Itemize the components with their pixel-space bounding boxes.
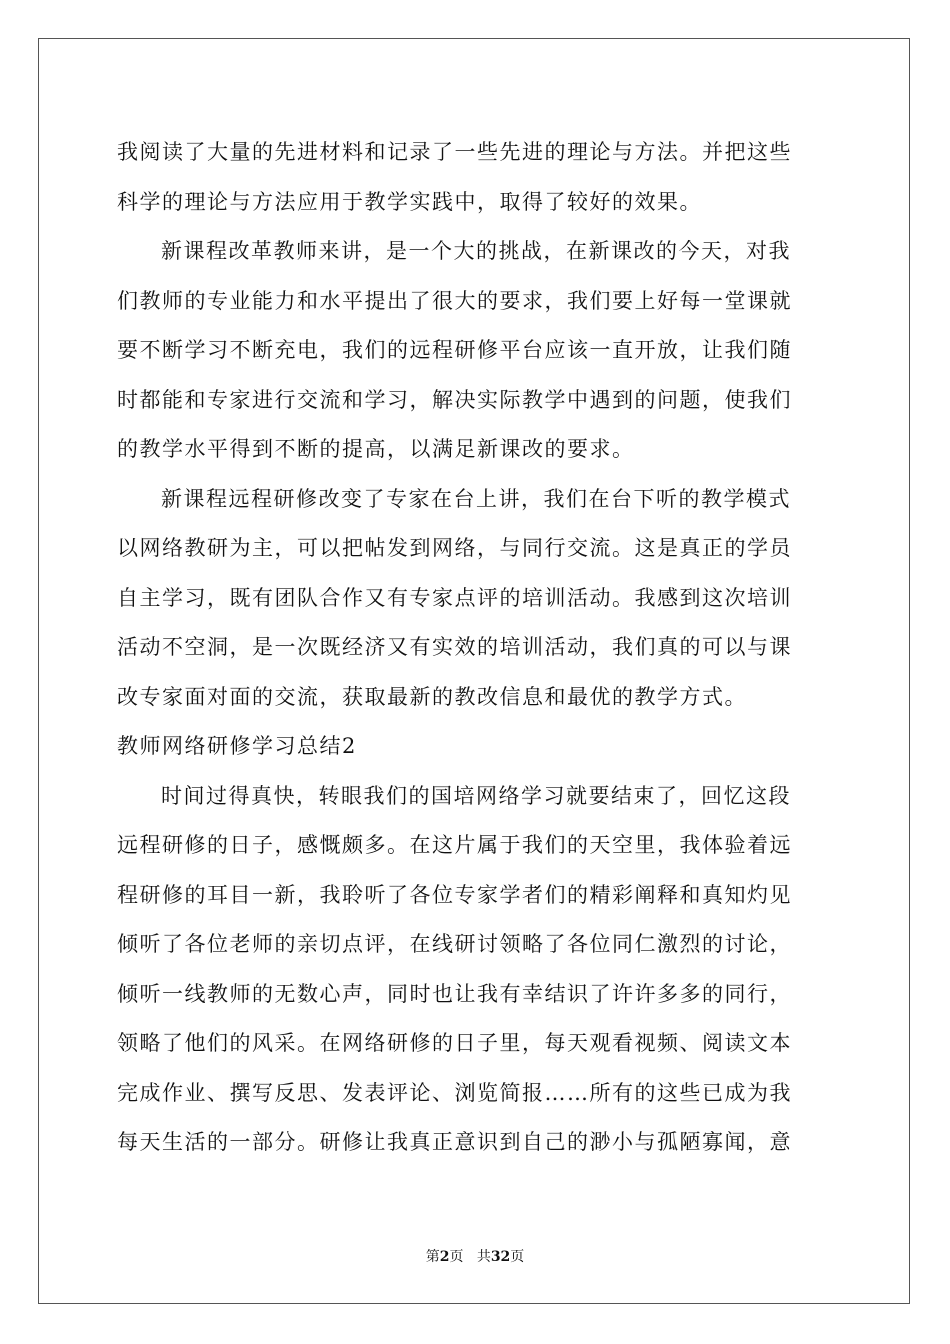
page-footer [0,1246,950,1266]
text-line: 改专家面对面的交流，获取最新的教改信息和最优的教学方式。 [117,684,747,709]
text-line: 科学的理论与方法应用于教学实践中，取得了较好的效果。 [117,189,702,214]
text-line: 倾听一线教师的无数心声，同时也让我有幸结识了许许多多的同行， [117,981,792,1006]
text-line: 新课程改革教师来讲，是一个大的挑战，在新课改的今天，对我 [161,239,791,263]
page-prefix: 第 [425,1249,440,1265]
total-prefix: 共 [476,1249,491,1265]
text-line: 自主学习，既有团队合作又有专家点评的培训活动。我感到这次培训 [117,585,792,610]
text-line: 领略了他们的风采。在网络研修的日子里，每天观看视频、阅读文本 [117,1031,792,1055]
text-line: 们教师的专业能力和水平提出了很大的要求，我们要上好每一堂课就 [117,288,792,313]
text-line: 时都能和专家进行交流和学习，解决实际教学中遇到的问题，使我们 [117,387,792,412]
text-line: 要不断学习不断充电，我们的远程研修平台应该一直开放，让我们随 [117,338,792,362]
text-line: 每天生活的一部分。研修让我真正意识到自己的渺小与孤陋寡闻，意 [117,1130,792,1154]
page-suffix: 页 [449,1249,464,1265]
section-heading: 教师网络研修学习总结2 [117,734,357,758]
document-body [117,128,832,1168]
text-line: 活动不空洞，是一次既经济又有实效的培训活动，我们真的可以与课 [117,635,792,659]
page-number: 2 [439,1249,450,1265]
text-line: 我阅读了大量的先进材料和记录了一些先进的理论与方法。并把这些 [117,140,792,164]
text-line: 完成作业、撰写反思、发表评论、浏览简报……所有的这些已成为我 [117,1080,792,1105]
text-line: 程研修的耳目一新，我聆听了各位专家学者们的精彩阐释和真知灼见 [117,882,792,907]
text-line: 的教学水平得到不断的提高，以满足新课改的要求。 [117,437,635,461]
text-line: 远程研修的日子，感慨颇多。在这片属于我们的天空里，我体验着远 [117,833,792,857]
text-line: 时间过得真快，转眼我们的国培网络学习就要结束了，回忆这段 [161,783,791,808]
total-suffix: 页 [510,1249,525,1265]
text-line: 新课程远程研修改变了专家在台上讲，我们在台下听的教学模式 [161,486,791,511]
total-pages: 32 [490,1249,511,1265]
text-line: 倾听了各位老师的亲切点评，在线研讨领略了各位同仁激烈的讨论， [117,932,792,956]
text-line: 以网络教研为主，可以把帖发到网络，与同行交流。这是真正的学员 [117,536,792,560]
